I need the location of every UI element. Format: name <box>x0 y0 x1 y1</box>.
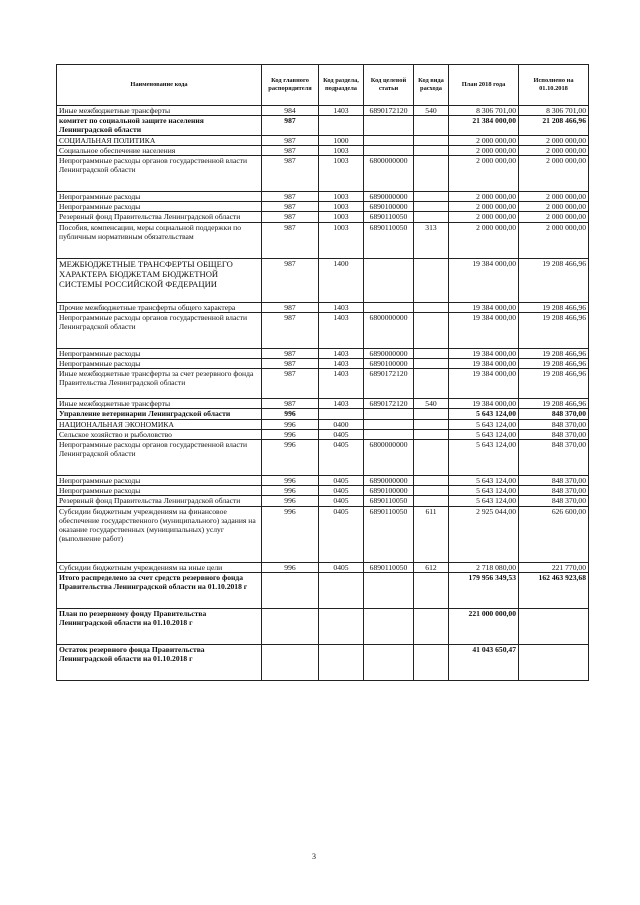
cell-section: 0405 <box>319 429 364 439</box>
cell-done: 19 208 466,96 <box>519 312 589 348</box>
cell-section: 1003 <box>319 192 364 202</box>
header-plan: План 2018 года <box>449 65 519 106</box>
table-header-row <box>57 65 589 106</box>
cell-done: 2 000 000,00 <box>519 156 589 192</box>
cell-target: 6800000000 <box>364 156 414 192</box>
cell-name: Субсидии бюджетным учреждениям на иные цели <box>57 562 262 572</box>
cell-expense <box>414 156 449 192</box>
cell-name: Социальное обеспечение населения <box>57 145 262 155</box>
cell-done: 2 000 000,00 <box>519 222 589 258</box>
cell-expense <box>414 202 449 212</box>
cell-plan: 5 643 124,00 <box>449 496 519 506</box>
cell-target: 6800000000 <box>364 440 414 476</box>
cell-grbs: 996 <box>262 496 319 506</box>
cell-grbs: 987 <box>262 312 319 348</box>
cell-grbs: 987 <box>262 212 319 222</box>
cell-grbs <box>262 572 319 608</box>
cell-expense <box>414 644 449 680</box>
cell-section: 1403 <box>319 399 364 409</box>
cell-grbs: 987 <box>262 202 319 212</box>
cell-grbs: 996 <box>262 476 319 486</box>
cell-target: 6890110050 <box>364 222 414 258</box>
cell-grbs: 987 <box>262 192 319 202</box>
cell-grbs: 987 <box>262 145 319 155</box>
cell-plan: 2 000 000,00 <box>449 192 519 202</box>
cell-plan: 2 718 080,00 <box>449 562 519 572</box>
cell-section <box>319 116 364 135</box>
cell-plan: 221 000 000,00 <box>449 608 519 644</box>
cell-grbs: 996 <box>262 486 319 496</box>
cell-done: 221 770,00 <box>519 562 589 572</box>
table-row <box>57 116 589 135</box>
cell-plan: 5 643 124,00 <box>449 429 519 439</box>
cell-expense: 611 <box>414 506 449 562</box>
cell-done: 626 600,00 <box>519 506 589 562</box>
cell-expense <box>414 135 449 145</box>
cell-section <box>319 644 364 680</box>
cell-name: Итого распределено за счет средств резервного фонда Правительства Ленинградской области на 01.10.2018 г <box>57 572 262 608</box>
cell-plan: 19 384 000,00 <box>449 399 519 409</box>
cell-done: 162 463 923,68 <box>519 572 589 608</box>
cell-name: Иные межбюджетные трансферты <box>57 106 262 116</box>
cell-plan: 19 384 000,00 <box>449 348 519 358</box>
cell-name: Управление ветеринарии Ленинградской области <box>57 409 262 419</box>
cell-plan: 5 643 124,00 <box>449 486 519 496</box>
cell-name: Непрограммные расходы <box>57 348 262 358</box>
cell-name: Иные межбюджетные трансферты за счет резервного фонда Правительства Ленинградской области <box>57 369 262 399</box>
cell-done: 21 208 466,96 <box>519 116 589 135</box>
cell-expense <box>414 192 449 202</box>
cell-grbs: 987 <box>262 135 319 145</box>
cell-grbs <box>262 644 319 680</box>
cell-expense <box>414 496 449 506</box>
cell-section: 1000 <box>319 135 364 145</box>
cell-plan: 179 956 349,53 <box>449 572 519 608</box>
cell-section: 1403 <box>319 359 364 369</box>
table-row <box>57 369 589 399</box>
table-row <box>57 496 589 506</box>
cell-done: 848 370,00 <box>519 486 589 496</box>
cell-done: 848 370,00 <box>519 496 589 506</box>
cell-done: 848 370,00 <box>519 419 589 429</box>
cell-name: Непрограммные расходы <box>57 486 262 496</box>
cell-target: 6890100000 <box>364 202 414 212</box>
header-done: Исполнено на 01.10.2018 <box>519 65 589 106</box>
cell-section: 1003 <box>319 145 364 155</box>
cell-expense <box>414 312 449 348</box>
cell-target <box>364 644 414 680</box>
cell-grbs: 987 <box>262 258 319 302</box>
table-row <box>57 419 589 429</box>
cell-name: Резервный фонд Правительства Ленинградской области <box>57 212 262 222</box>
cell-done: 19 208 466,96 <box>519 258 589 302</box>
table-row <box>57 359 589 369</box>
table-row <box>57 486 589 496</box>
cell-expense <box>414 419 449 429</box>
cell-plan: 2 925 044,00 <box>449 506 519 562</box>
cell-plan: 41 043 650,47 <box>449 644 519 680</box>
cell-expense <box>414 440 449 476</box>
cell-section: 1403 <box>319 369 364 399</box>
table-row <box>57 135 589 145</box>
cell-name: Остаток резервного фонда Правительства Ленинградской области на 01.10.2018 г <box>57 644 262 680</box>
cell-expense <box>414 476 449 486</box>
cell-target <box>364 258 414 302</box>
cell-section: 1003 <box>319 156 364 192</box>
cell-expense: 540 <box>414 399 449 409</box>
cell-plan: 2 000 000,00 <box>449 156 519 192</box>
table-row <box>57 399 589 409</box>
cell-expense <box>414 369 449 399</box>
cell-plan: 2 000 000,00 <box>449 222 519 258</box>
cell-done: 8 306 701,00 <box>519 106 589 116</box>
cell-section: 0405 <box>319 440 364 476</box>
cell-done: 848 370,00 <box>519 440 589 476</box>
cell-done: 2 000 000,00 <box>519 212 589 222</box>
page-number: 3 <box>312 852 316 861</box>
cell-section: 1003 <box>319 202 364 212</box>
cell-plan: 19 384 000,00 <box>449 302 519 312</box>
cell-section: 1003 <box>319 212 364 222</box>
cell-done: 848 370,00 <box>519 409 589 419</box>
table-row <box>57 440 589 476</box>
cell-target <box>364 419 414 429</box>
cell-section: 1403 <box>319 302 364 312</box>
cell-section: 0405 <box>319 476 364 486</box>
cell-grbs: 987 <box>262 399 319 409</box>
cell-grbs: 996 <box>262 440 319 476</box>
cell-done: 2 000 000,00 <box>519 202 589 212</box>
table-row <box>57 156 589 192</box>
cell-name: Непрограммные расходы органов государственной власти Ленинградской области <box>57 440 262 476</box>
cell-plan: 19 384 000,00 <box>449 369 519 399</box>
cell-target: 6890172120 <box>364 399 414 409</box>
cell-expense: 612 <box>414 562 449 572</box>
cell-expense <box>414 348 449 358</box>
cell-expense: 540 <box>414 106 449 116</box>
cell-name: Непрограммные расходы <box>57 476 262 486</box>
cell-expense <box>414 486 449 496</box>
header-grbs: Код главного распорядителя <box>262 65 319 106</box>
cell-section: 0405 <box>319 562 364 572</box>
cell-grbs: 987 <box>262 359 319 369</box>
cell-done: 19 208 466,96 <box>519 302 589 312</box>
cell-section: 1400 <box>319 258 364 302</box>
cell-expense <box>414 145 449 155</box>
header-name: Наименование кода <box>57 65 262 106</box>
table-row <box>57 348 589 358</box>
cell-name: Резервный фонд Правительства Ленинградской области <box>57 496 262 506</box>
table-row <box>57 644 589 680</box>
cell-section: 0405 <box>319 496 364 506</box>
cell-grbs: 987 <box>262 348 319 358</box>
cell-done: 19 208 466,96 <box>519 399 589 409</box>
cell-target: 6800000000 <box>364 312 414 348</box>
table-row <box>57 106 589 116</box>
cell-name: Субсидии бюджетным учреждениям на финансовое обеспечение государственного (муниципального) задания на оказание государственных (муниципальных) услуг (выполнение работ) <box>57 506 262 562</box>
cell-section: 0405 <box>319 486 364 496</box>
table-row <box>57 202 589 212</box>
cell-plan: 2 000 000,00 <box>449 212 519 222</box>
table-row <box>57 572 589 608</box>
table-row <box>57 429 589 439</box>
cell-section: 0400 <box>319 419 364 429</box>
cell-grbs: 987 <box>262 302 319 312</box>
cell-grbs: 987 <box>262 222 319 258</box>
table-row <box>57 506 589 562</box>
cell-target <box>364 429 414 439</box>
cell-target: 6890172120 <box>364 106 414 116</box>
cell-name: Иные межбюджетные трансферты <box>57 399 262 409</box>
cell-plan: 8 306 701,00 <box>449 106 519 116</box>
cell-expense <box>414 212 449 222</box>
cell-done: 848 370,00 <box>519 476 589 486</box>
cell-target <box>364 145 414 155</box>
cell-target: 6890110050 <box>364 496 414 506</box>
table-row <box>57 476 589 486</box>
cell-target: 6890110050 <box>364 506 414 562</box>
cell-section: 1003 <box>319 222 364 258</box>
cell-plan: 19 384 000,00 <box>449 258 519 302</box>
cell-plan: 5 643 124,00 <box>449 409 519 419</box>
table-row <box>57 608 589 644</box>
header-target: Код целевой статьи <box>364 65 414 106</box>
table-row <box>57 192 589 202</box>
cell-grbs: 996 <box>262 429 319 439</box>
cell-target: 6890000000 <box>364 348 414 358</box>
table-row <box>57 212 589 222</box>
cell-name: Пособия, компенсации, меры социальной поддержки по публичным нормативным обязательствам <box>57 222 262 258</box>
cell-section: 1403 <box>319 348 364 358</box>
cell-done: 2 000 000,00 <box>519 135 589 145</box>
cell-done <box>519 608 589 644</box>
cell-target <box>364 409 414 419</box>
cell-grbs: 987 <box>262 369 319 399</box>
cell-done <box>519 644 589 680</box>
cell-target <box>364 116 414 135</box>
cell-section: 1403 <box>319 312 364 348</box>
cell-target <box>364 608 414 644</box>
cell-name: комитет по социальной защите населения Ленинградской области <box>57 116 262 135</box>
cell-name: План по резервному фонду Правительства Ленинградской области на 01.10.2018 г <box>57 608 262 644</box>
cell-done: 2 000 000,00 <box>519 192 589 202</box>
cell-expense <box>414 429 449 439</box>
cell-section <box>319 572 364 608</box>
cell-name: Непрограммные расходы органов государственной власти Ленинградской области <box>57 156 262 192</box>
table-row <box>57 312 589 348</box>
cell-target: 6890000000 <box>364 192 414 202</box>
cell-done: 2 000 000,00 <box>519 145 589 155</box>
cell-name: Сельское хозяйство и рыболовство <box>57 429 262 439</box>
cell-grbs: 987 <box>262 116 319 135</box>
cell-target: 6890110050 <box>364 562 414 572</box>
header-expense: Код вида расхода <box>414 65 449 106</box>
cell-plan: 5 643 124,00 <box>449 440 519 476</box>
cell-name: Прочие межбюджетные трансферты общего характера <box>57 302 262 312</box>
cell-expense <box>414 258 449 302</box>
table-row <box>57 409 589 419</box>
cell-target: 6890000000 <box>364 476 414 486</box>
table-row <box>57 258 589 302</box>
cell-expense <box>414 409 449 419</box>
cell-plan: 2 000 000,00 <box>449 202 519 212</box>
cell-expense <box>414 608 449 644</box>
budget-table <box>56 64 589 681</box>
cell-done: 19 208 466,96 <box>519 359 589 369</box>
cell-target <box>364 302 414 312</box>
cell-section <box>319 608 364 644</box>
table-row <box>57 562 589 572</box>
cell-plan: 5 643 124,00 <box>449 419 519 429</box>
cell-expense: 313 <box>414 222 449 258</box>
cell-grbs: 996 <box>262 506 319 562</box>
cell-name: Непрограммные расходы <box>57 192 262 202</box>
header-section: Код раздела, подраздела <box>319 65 364 106</box>
cell-name: Непрограммные расходы <box>57 202 262 212</box>
cell-grbs <box>262 608 319 644</box>
cell-section <box>319 409 364 419</box>
cell-grbs: 984 <box>262 106 319 116</box>
cell-name: СОЦИАЛЬНАЯ ПОЛИТИКА <box>57 135 262 145</box>
cell-done: 19 208 466,96 <box>519 369 589 399</box>
cell-expense <box>414 302 449 312</box>
table-row <box>57 145 589 155</box>
cell-grbs: 996 <box>262 419 319 429</box>
cell-plan: 2 000 000,00 <box>449 145 519 155</box>
cell-done: 848 370,00 <box>519 429 589 439</box>
cell-name: Непрограммные расходы <box>57 359 262 369</box>
cell-plan: 19 384 000,00 <box>449 359 519 369</box>
cell-name: НАЦИОНАЛЬНАЯ ЭКОНОМИКА <box>57 419 262 429</box>
cell-name: МЕЖБЮДЖЕТНЫЕ ТРАНСФЕРТЫ ОБЩЕГО ХАРАКТЕРА БЮДЖЕТАМ БЮДЖЕТНОЙ СИСТЕМЫ РОССИЙСКОЙ ФЕДЕРАЦИИ <box>57 258 262 302</box>
cell-plan: 2 000 000,00 <box>449 135 519 145</box>
cell-done: 19 208 466,96 <box>519 348 589 358</box>
cell-plan: 5 643 124,00 <box>449 476 519 486</box>
cell-expense <box>414 116 449 135</box>
cell-target <box>364 572 414 608</box>
cell-target: 6890100000 <box>364 486 414 496</box>
cell-plan: 19 384 000,00 <box>449 312 519 348</box>
cell-expense <box>414 359 449 369</box>
table-row <box>57 302 589 312</box>
cell-name: Непрограммные расходы органов государственной власти Ленинградской области <box>57 312 262 348</box>
cell-target: 6890100000 <box>364 359 414 369</box>
cell-target <box>364 135 414 145</box>
cell-target: 6890110050 <box>364 212 414 222</box>
cell-section: 0405 <box>319 506 364 562</box>
table-row <box>57 222 589 258</box>
cell-grbs: 996 <box>262 409 319 419</box>
cell-grbs: 996 <box>262 562 319 572</box>
cell-section: 1403 <box>319 106 364 116</box>
cell-target: 6890172120 <box>364 369 414 399</box>
cell-grbs: 987 <box>262 156 319 192</box>
cell-plan: 21 384 000,00 <box>449 116 519 135</box>
cell-expense <box>414 572 449 608</box>
